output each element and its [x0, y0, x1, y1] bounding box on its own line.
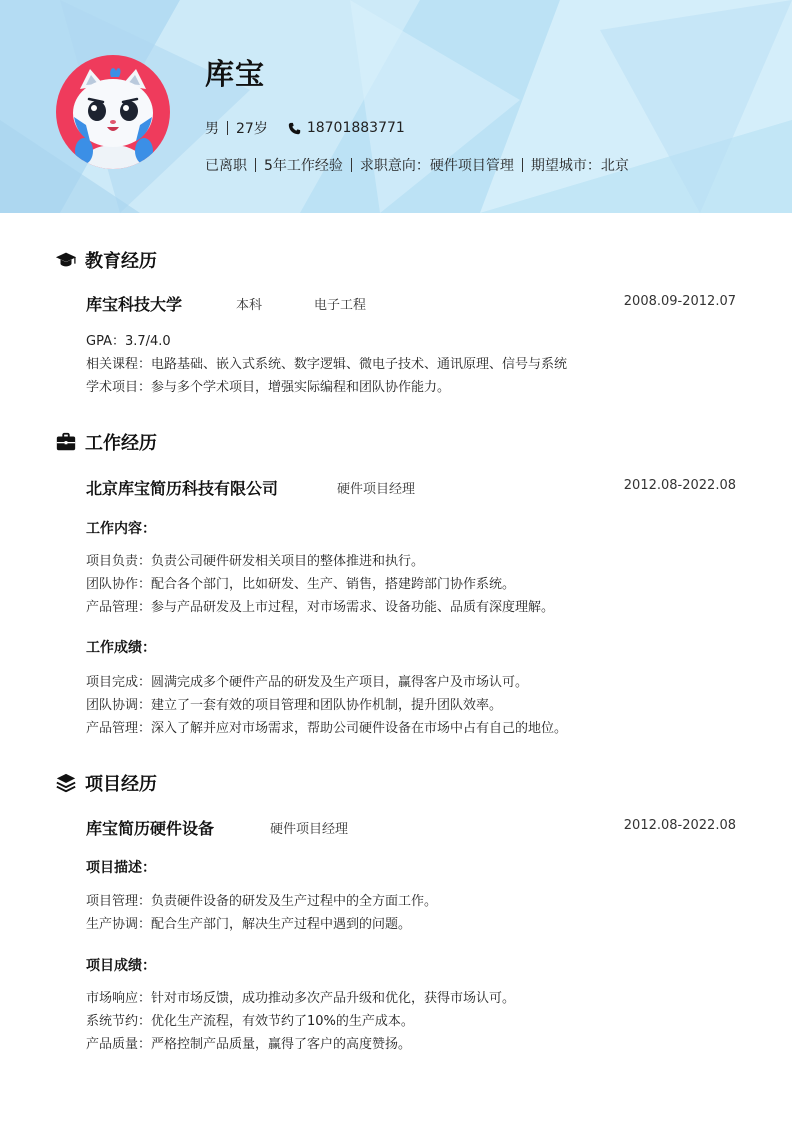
basic-info-line	[205, 118, 405, 138]
resume-header	[0, 0, 792, 213]
project-section-title: 项目经历	[55, 770, 157, 796]
phone-number: 18701883771	[306, 120, 405, 136]
school-name: 库宝科技大学	[86, 295, 183, 314]
list-item: 相关课程：电路基础、嵌入式系统、数字逻辑、微电子技术、通讯原理、信号与系统	[86, 357, 568, 372]
list-item: 项目管理：负责硬件设备的研发及生产过程中的全方面工作。	[86, 894, 438, 909]
list-item: 团队协调：建立了一套有效的项目管理和团队协作机制，提升团队效率。	[86, 698, 503, 713]
list-item: 产品管理：参与产品研发及上市过程，对市场需求、设备功能、品质有深度理解。	[86, 600, 555, 615]
project-name: 库宝简历硬件设备	[86, 819, 215, 838]
company-name: 北京库宝简历科技有限公司	[86, 479, 279, 498]
list-item: 学术项目：参与多个学术项目，增强实际编程和团队协作能力。	[86, 380, 451, 395]
list-item: 系统节约：优化生产流程，有效节约了10%的生产成本。	[86, 1014, 414, 1029]
list-item: 项目完成：圆满完成多个硬件产品的研发及生产项目，赢得客户及市场认可。	[86, 675, 529, 690]
education-row	[86, 292, 736, 316]
work-content-list	[86, 550, 554, 619]
divider	[255, 158, 256, 172]
project-results-list	[86, 987, 515, 1056]
briefcase-icon	[55, 431, 77, 453]
list-item: 产品管理：深入了解并应对市场需求，帮助公司硬件设备在市场中占有自己的地位。	[86, 721, 568, 736]
divider	[351, 158, 352, 172]
candidate-name: 库宝	[205, 57, 266, 91]
list-item: 项目负责：负责公司硬件研发相关项目的整体推进和执行。	[86, 554, 425, 569]
education-section-title: 教育经历	[55, 247, 157, 273]
list-item: 市场响应：针对市场反馈，成功推动多次产品升级和优化，获得市场认可。	[86, 991, 516, 1006]
graduation-cap-icon	[55, 249, 77, 271]
project-date: 2012.08-2022.08	[623, 818, 736, 833]
project-role: 硬件项目经理	[270, 822, 349, 837]
job-info-line	[205, 155, 629, 175]
project-desc-title: 项目描述：	[86, 860, 156, 876]
layers-icon	[55, 772, 77, 794]
work-experience: 5年工作经验	[264, 158, 343, 174]
job-position: 硬件项目经理	[337, 482, 416, 497]
divider	[522, 158, 523, 172]
degree: 本科	[236, 298, 263, 313]
work-content-title: 工作内容：	[86, 521, 156, 537]
expected-city: 期望城市：北京	[530, 158, 629, 174]
work-results-title: 工作成绩：	[86, 640, 156, 656]
work-date: 2012.08-2022.08	[623, 478, 736, 493]
job-intention: 求职意向：硬件项目管理	[359, 158, 514, 174]
education-details	[86, 330, 567, 399]
avatar	[56, 55, 170, 169]
education-date: 2008.09-2012.07	[623, 294, 736, 309]
gender: 男	[205, 121, 219, 137]
cat-mascot-icon	[56, 55, 170, 169]
project-results-title: 项目成绩：	[86, 958, 156, 974]
work-results-list	[86, 671, 567, 740]
project-row	[86, 816, 736, 840]
list-item: 产品质量：严格控制产品质量，赢得了客户的高度赞扬。	[86, 1037, 412, 1052]
age: 27岁	[236, 121, 268, 137]
list-item: GPA：3.7/4.0	[86, 334, 171, 349]
work-row	[86, 476, 736, 500]
work-section-title: 工作经历	[55, 429, 157, 455]
divider	[227, 121, 228, 135]
phone-icon	[288, 122, 301, 135]
list-item: 团队协作：配合各个部门，比如研发、生产、销售，搭建跨部门协作系统。	[86, 577, 516, 592]
list-item: 生产协调：配合生产部门，解决生产过程中遇到的问题。	[86, 917, 412, 932]
project-desc-list	[86, 890, 437, 936]
job-status: 已离职	[205, 158, 247, 174]
major: 电子工程	[314, 298, 367, 313]
